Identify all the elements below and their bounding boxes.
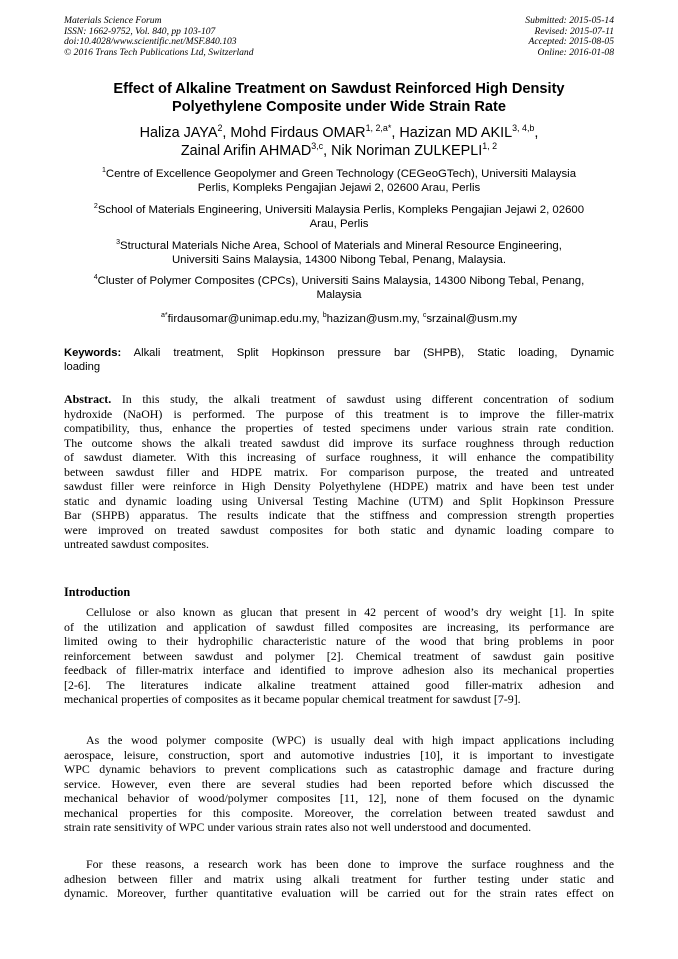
paragraph-line: feedback of filler-matrix interface and identified to improve adhesion also its mechanical properties: [64, 663, 614, 678]
affiliation-number: 2: [93, 203, 98, 211]
abstract: [64, 392, 614, 552]
email-address[interactable]: firdausomar@unimap.edu.my: [167, 313, 317, 325]
journal-doi: doi:10.4028/www.scientific.net/MSF.840.103: [64, 36, 237, 48]
affiliation-number: 3: [116, 239, 120, 247]
intro-paragraph-2: [64, 733, 614, 835]
author-line-1: Haliza JAYA$^2$, Mohd Firdaus $OMAR^{1, 2,a*}$, Hazizan MD AKIL$^{3, 4,b}$,: [139, 123, 539, 141]
paragraph-line: adhesion between filler and matrix using alkali treatment for further testing under static and: [64, 871, 614, 886]
affiliation-text: Arau, Perlis: [309, 218, 369, 231]
affiliation-text: School of Materials Engineering, Universiti Malaysia Perlis, Kompleks Pengajian Jejawi 2, 02600: [97, 204, 585, 216]
paragraph-line: mechanical properties of composites as it became popular chemical treatment for sawdust [7-9].: [64, 692, 521, 707]
author-name: Mohd Firdaus OMAR: [230, 125, 366, 141]
abstract-line: were improved on treated sawdust composites for both static and dynamic loading compare to: [64, 522, 614, 537]
title-line-2: Polyethylene Composite under Wide Strain Rate: [172, 99, 506, 115]
author-affil: 1, 2: [482, 141, 498, 152]
affiliation-text: Centre of Excellence Geopolymer and Green Technology (CEGeoGTech), Universiti Malaysia: [105, 168, 577, 180]
affiliation-text: Malaysia: [316, 289, 362, 302]
paragraph-line: service. However, even there are several studies had been reported before which discussed the: [64, 776, 614, 791]
affiliation-text: Cluster of Polymer Composites (CPCs), Universiti Sains Malaysia, 14300 Nibong Tebal, Penang,: [97, 275, 585, 287]
email-address[interactable]: srzainal@usm.my: [426, 313, 518, 325]
keywords-text: loading: [64, 361, 101, 373]
author-affil: 2: [217, 123, 223, 134]
abstract-line: The outcome shows the alkali treated sawdust did improve its surface roughness through reduction: [64, 435, 614, 450]
intro-paragraph-1: [64, 605, 614, 707]
paragraph-line: As the wood polymer composite (WPC) is usually deal with high impact applications including: [86, 733, 614, 747]
email-marker: c: [422, 312, 427, 320]
section-heading-introduction: Introduction: [64, 585, 131, 599]
paragraph-line: strain rate sensitivity of WPC under various strain rates also not well understood and documented.: [64, 820, 532, 835]
paragraph-line: For these reasons, a research work has been done to improve the surface roughness and the: [86, 857, 614, 871]
paragraph-line: WPC dynamic behaviors to prevent complications such as catastrophic damage and fracture during: [64, 762, 614, 777]
affiliation-2: [62, 203, 616, 231]
affiliation-text: Universiti Sains Malaysia, 14300 Nibong Tebal, Penang, Malaysia.: [171, 254, 507, 267]
journal-info: [64, 16, 254, 58]
abstract-line: between sawdust filler and HDPE matrix. For comparison purpose, the treated and untreated: [64, 464, 614, 479]
keywords-text: Alkali treatment, Split Hopkinson pressure bar (SHPB), Static loading, Dynamic: [133, 347, 614, 359]
journal-issn: ISSN: 1662-9752, Vol. 840, pp 103-107: [64, 25, 216, 37]
author-line-2: Zainal Arifin AHMAD$^{3,c}$, Nik Noriman ZULKEPLI$^{1, 2}$: [180, 141, 498, 159]
paragraph-line: [2-6]. The literatures indicate alkaline treatment attained good filler-matrix adhesion and: [64, 677, 614, 692]
author-name: Zainal Arifin AHMAD: [180, 143, 312, 159]
journal-name: Materials Science Forum: [64, 15, 162, 26]
paragraph-line: reinforcement between sawdust and polymer [2]. Chemical treatment of sawdust gain positive: [64, 648, 614, 663]
abstract-text: In this study, the alkali treatment of sawdust using different concentration of sodium: [121, 392, 615, 406]
affiliation-1: [62, 167, 616, 195]
abstract-line: sawdust filler were reinforce in High Density Polyethylene (HDPE) matrix and have been test under: [64, 479, 614, 494]
email-address[interactable]: hazizan@usm.my: [326, 313, 417, 325]
paragraph-line: mechanical properties for this composite. Moreover, the correlation between treated sawdust and: [64, 805, 614, 820]
date-accepted: Accepted: 2015-08-05: [528, 36, 614, 48]
email-marker: a*: [160, 312, 168, 320]
intro-paragraph-3: [64, 857, 614, 901]
paragraph-line: limited owing to their hydrophilic characteristic nature of the wood that bring problems in poor: [64, 634, 614, 649]
affiliation-text: Perlis, Kompleks Pengajian Jejawi 2, 02600 Arau, Perlis: [197, 182, 481, 195]
author-name: Nik Noriman ZULKEPLI: [331, 143, 483, 159]
author-affil: 1, 2,a*: [365, 123, 392, 134]
journal-copyright: © 2016 Trans Tech Publications Ltd, Switzerland: [64, 46, 254, 58]
abstract-line: hydroxide (NaOH) is performed. The purpose of this treatment is to improve the filler-matrix: [64, 406, 614, 421]
abstract-line: untreated sawdust composites.: [64, 537, 209, 552]
title-line-1: Effect of Alkaline Treatment on Sawdust Reinforced High Density: [113, 81, 565, 97]
abstract-line: of sawdust diameter. With this increasing of surface roughness, it will enhance the compatibility: [64, 450, 614, 465]
paragraph-line: mechanical behavior of wood/polymer composites [11, 12], none of them focused on the dynamic: [64, 791, 614, 806]
paragraph-line: of the utilization and application of sawdust filled composites are increasing, its performance are: [64, 619, 614, 634]
affiliation-number: 1: [101, 167, 106, 175]
paragraph-line: Cellulose or also known as glucan that present in 42 percent of wood’s dry weight [1]. In spite: [86, 605, 614, 619]
affiliation-text: Structural Materials Niche Area, School of Materials and Mineral Resource Engineering,: [120, 240, 562, 252]
affiliation-3: [62, 239, 616, 267]
date-revised: Revised: 2015-07-11: [534, 25, 614, 37]
affiliation-number: 4: [93, 274, 98, 282]
abstract-line: static and dynamic loading using Universal Testing Machine (UTM) and Split Hopkinson Pressure: [64, 493, 614, 508]
author-affil: 3,c: [311, 141, 324, 152]
abstract-line: Bar (SHPB) apparatus. The results indicate that the stiffness and compression strength properties: [64, 508, 614, 523]
abstract-line: compatibility, thus, enhance the properties of tested specimens under various strain rate condition.: [64, 421, 614, 436]
paper-title: [60, 80, 618, 116]
keywords-label: Keywords:: [64, 347, 122, 359]
email-marker: b: [322, 312, 327, 320]
author-list: [60, 124, 618, 160]
submission-dates: [525, 16, 614, 58]
author-name: Hazizan MD AKIL: [399, 125, 513, 141]
author-emails: $^{a*}$firdausomar@unimap.edu.my, $^b$hazizan@usm.my, $^c$srzainal@usm.my: [160, 312, 518, 325]
author-affil: 3, 4,b: [512, 123, 535, 134]
paragraph-line: aerospace, leisure, construction, sport and automotive industries [10], it is important to investigate: [64, 747, 614, 762]
abstract-label: Abstract.: [64, 392, 112, 406]
author-name: Haliza JAYA: [139, 125, 218, 141]
date-online: Online: 2016-01-08: [537, 46, 614, 58]
affiliation-4: [62, 274, 616, 302]
keywords: [64, 346, 614, 374]
paragraph-line: dynamic. Moreover, further quantitative evaluation will be carried out for the strain rates effect on: [64, 886, 614, 901]
date-submitted: Submitted: 2015-05-14: [525, 15, 614, 26]
